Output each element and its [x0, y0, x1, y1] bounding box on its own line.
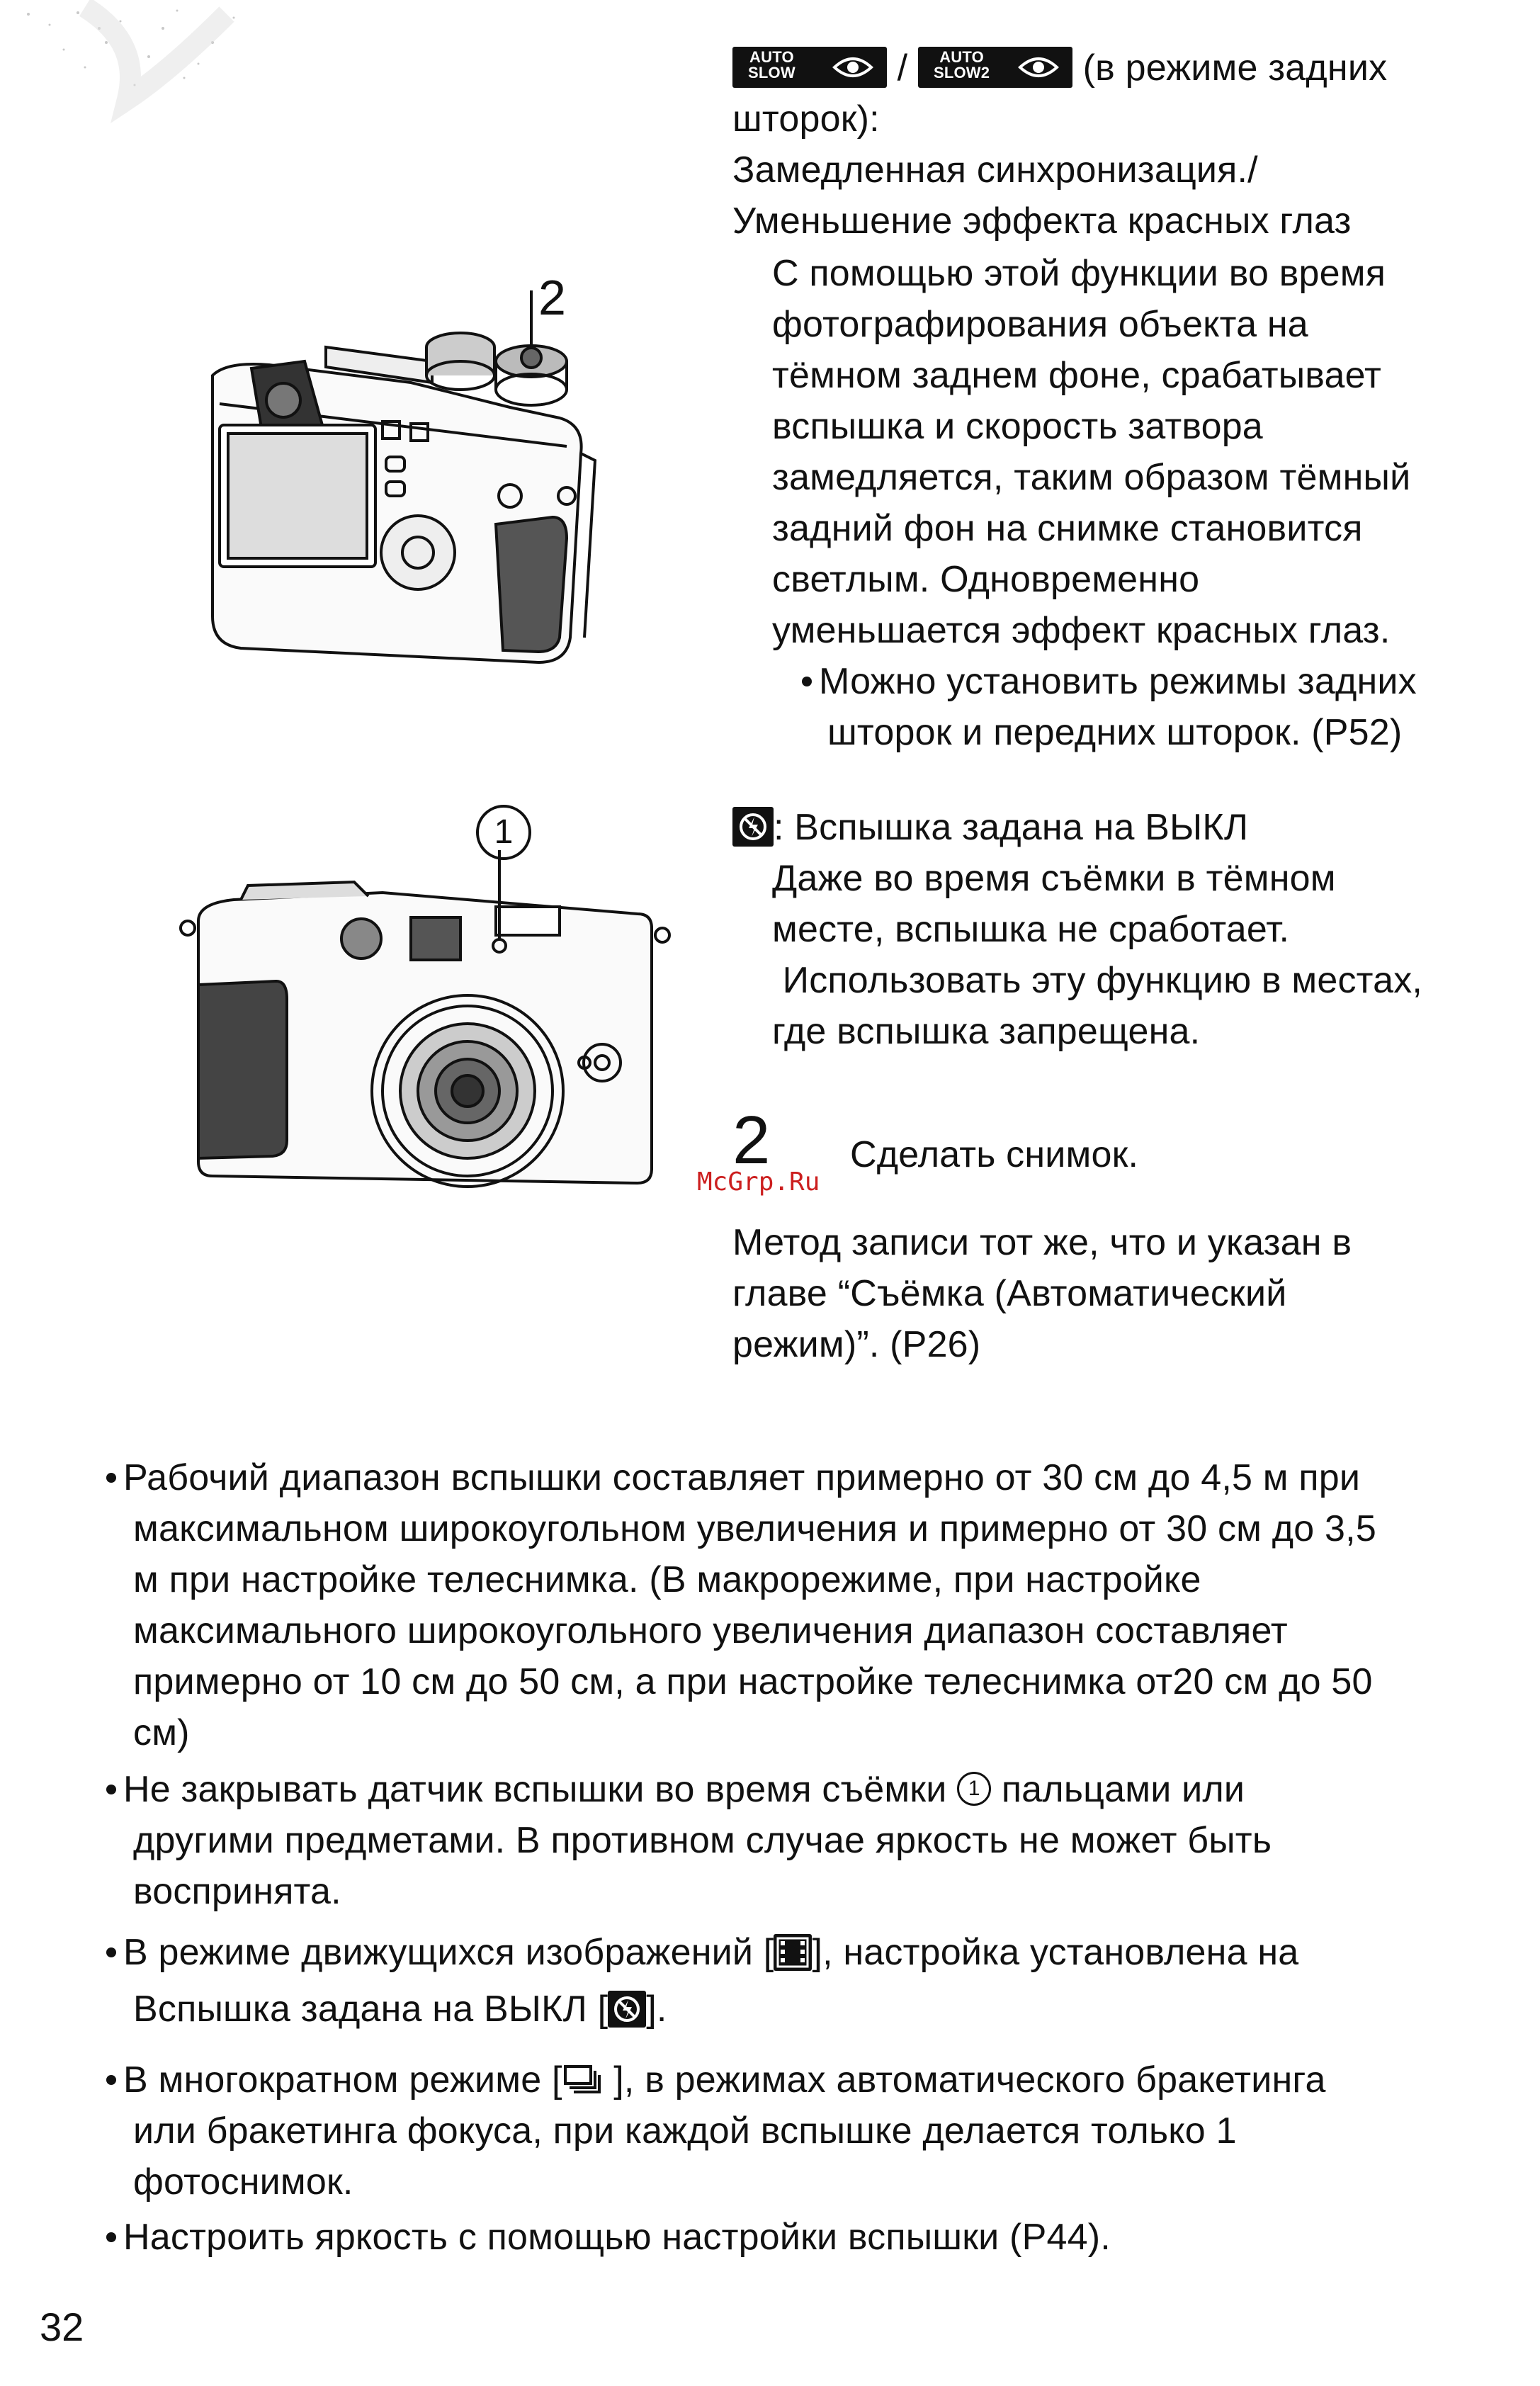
bullet-dot [106, 1473, 116, 1483]
bullet-dot [106, 1947, 116, 1957]
mode-note-continued: шторок): [732, 98, 880, 140]
note-line: максимальном широкоугольном увеличения и примерно от 30 см до 3,5 [133, 1508, 1376, 1549]
description-line: С помощью этой функции во время [772, 253, 1386, 294]
flash-off-icon [732, 807, 774, 847]
step-title: Сделать снимок. [850, 1134, 1139, 1175]
mode-note: (в режиме задних [1082, 47, 1388, 89]
note-line: или бракетинга фокуса, при каждой вспышке делается только 1 [133, 2110, 1237, 2152]
step-body-line: главе “Съёмка (Автоматический [732, 1273, 1287, 1314]
bullet-dot [106, 2075, 116, 2085]
step-body-line: Метод записи тот же, что и указан в [732, 1222, 1352, 1263]
note-line: Не закрывать датчик вспышки во время съёмки 1 пальцами или [106, 1764, 1245, 1815]
bullet-dot [106, 2232, 116, 2242]
note-line: м при настройке телеснимка. (В макрорежиме, при настройке [133, 1559, 1201, 1600]
description-line: фотографирования объекта на [772, 304, 1308, 345]
section-title-line-1: Замедленная синхронизация./ [732, 149, 1258, 191]
note-line: В многократном режиме [ ], в режимах автоматического бракетинга [106, 2054, 1326, 2105]
description-line: уменьшается эффект красных глаз. [772, 610, 1391, 651]
note-line: Рабочий диапазон вспышки составляет примерно от 30 см до 4,5 м при [106, 1452, 1360, 1503]
note-line: другими предметами. В противном случае яркость не может быть [133, 1820, 1272, 1861]
description-line: вспышка и скорость затвора [772, 406, 1263, 447]
sensor-callout-marker: 1 [957, 1772, 991, 1806]
motion-picture-icon [774, 1934, 812, 1971]
flash-off-line: месте, вспышка не сработает. [772, 909, 1290, 950]
note-line: фотоснимок. [133, 2161, 353, 2203]
note-line: Настроить яркость с помощью настройки вспышки (P44). [106, 2212, 1111, 2263]
sub-bullet-line: шторок и передних шторок. (P52) [827, 712, 1403, 753]
section-title-line-2: Уменьшение эффекта красных глаз [732, 200, 1352, 242]
note-line: примерно от 10 см до 50 см, а при настройке телеснимка от20 см до 50 [133, 1661, 1373, 1702]
description-line: светлым. Одновременно [772, 559, 1200, 600]
flash-off-line: Даже во время съёмки в тёмном [772, 858, 1336, 899]
camera-back-illustration [198, 283, 652, 708]
note-line: Вспышка задана на ВЫКЛ [ ]. [133, 1989, 667, 2030]
flash-off-line: где вспышка запрещена. [772, 1011, 1201, 1052]
callout-number-top: 2 [538, 270, 566, 325]
flash-off-icon [608, 1991, 646, 2028]
header-mode-line [732, 43, 1387, 94]
page-number: 32 [40, 2305, 84, 2349]
step-number: 2 [732, 1102, 771, 1178]
auto-slow-icon: AUTO SLOW [732, 47, 887, 88]
step-body-line: режим)”. (P26) [732, 1324, 981, 1365]
auto-slow2-icon: AUTO SLOW2 [918, 47, 1072, 88]
flash-off-title: : Вспышка задана на ВЫКЛ [732, 802, 1248, 853]
note-line: см) [133, 1712, 190, 1753]
description-line: тёмном заднем фоне, срабатывает [772, 355, 1382, 396]
note-line: В режиме движущихся изображений [ ], настройка установлена на [106, 1927, 1298, 1978]
burst-mode-icon [562, 2064, 604, 2095]
description-line: задний фон на снимке становится [772, 508, 1363, 549]
bullet-dot [106, 1785, 116, 1794]
callout-number-bottom: 1 [476, 805, 531, 860]
flash-off-line: Использовать эту функцию в местах, [772, 960, 1423, 1001]
watermark: McGrp.Ru [697, 1167, 820, 1197]
camera-front-illustration [170, 808, 680, 1204]
bullet-dot [802, 677, 812, 686]
scan-noise [0, 0, 397, 142]
sub-bullet-line: Можно установить режимы задних [802, 656, 1417, 707]
icon-separator: / [897, 47, 908, 89]
note-line: максимального широкоугольного увеличения диапазон составляет [133, 1610, 1288, 1651]
description-line: замедляется, таким образом тёмный [772, 457, 1411, 498]
note-line: воспринята. [133, 1871, 341, 1912]
